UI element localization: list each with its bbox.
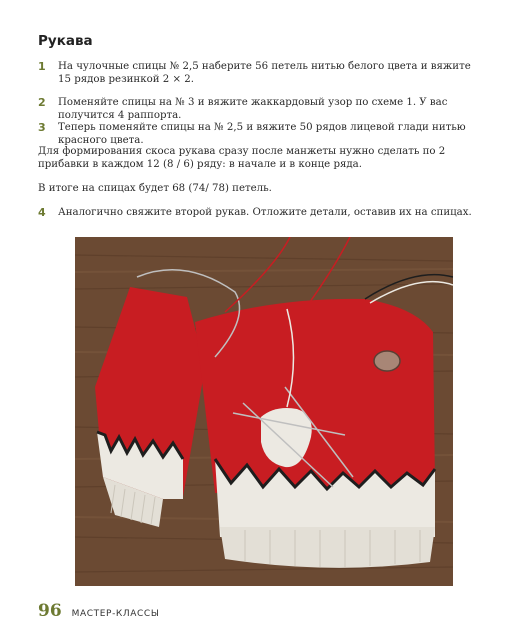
section-title: Рукава bbox=[38, 33, 93, 49]
step-3 bbox=[38, 121, 486, 147]
step-number: 1 bbox=[38, 60, 46, 73]
brooch bbox=[374, 351, 400, 371]
step-number: 4 bbox=[38, 206, 46, 219]
section-label: МАСТЕР-КЛАССЫ bbox=[71, 609, 160, 619]
stitch-count-paragraph: В итоге на спицах будет 68 (74/ 78) петель. bbox=[38, 183, 272, 194]
step-number: 2 bbox=[38, 96, 46, 109]
step-text: Теперь поменяйте спицы на № 2,5 и вяжите 50 рядов лицевой глади нитью красного цвета. bbox=[58, 122, 466, 146]
step-text: Аналогично свяжите второй рукав. Отложите детали, оставив их на спицах. bbox=[58, 207, 472, 218]
page-footer bbox=[38, 601, 159, 621]
knitted-body bbox=[195, 299, 435, 568]
step-4 bbox=[38, 206, 486, 219]
step-2 bbox=[38, 96, 486, 122]
knitted-sweater-photo bbox=[75, 237, 453, 586]
step-text: На чулочные спицы № 2,5 наберите 56 петель нитью белого цвета и вяжите 15 рядов резинкой 2 × 2. bbox=[58, 61, 471, 85]
increase-paragraph: Для формирования скоса рукава сразу после манжеты нужно сделать по 2 прибавки в каждом 12 (8 / 6) ряду: в начале и в конце ряда. bbox=[38, 146, 446, 170]
step-1 bbox=[38, 60, 486, 86]
step-number: 3 bbox=[38, 121, 46, 134]
step-text: Поменяйте спицы на № 3 и вяжите жаккардовый узор по схеме 1. У вас получится 4 раппорта. bbox=[58, 97, 448, 121]
page-number: 96 bbox=[38, 601, 62, 621]
